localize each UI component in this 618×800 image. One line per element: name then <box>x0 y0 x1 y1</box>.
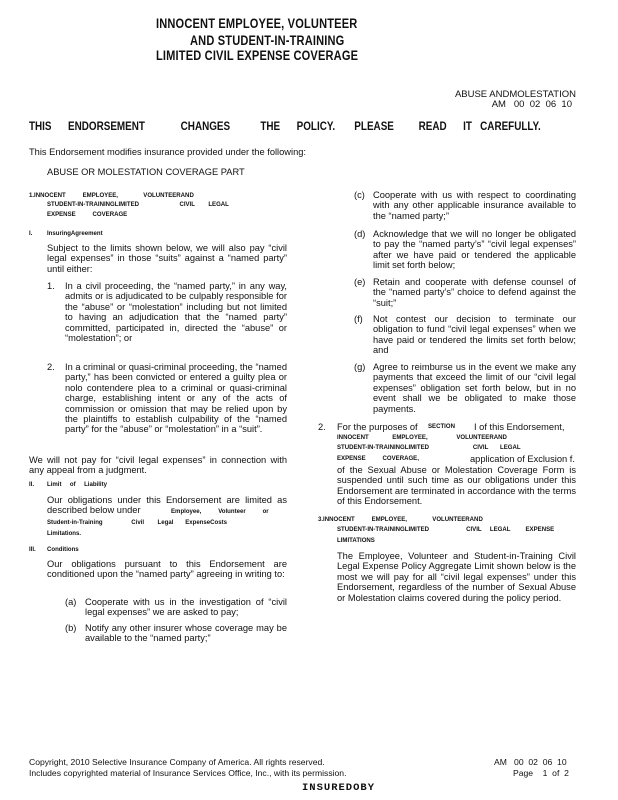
cond-g-number: (g) <box>354 362 366 372</box>
insuring-text: Subject to the limits shown below, we will also pay “civil legal expenses” in those “suits” against a “named party” until either: <box>47 243 287 274</box>
footer-page: Page 1 of 2 <box>513 768 569 778</box>
conditions-label: Conditions <box>47 546 79 553</box>
cond-f-text: Not contest our decision to terminate our obligation to fund “civil legal expenses” when we have paid or tendered the limits set forth below; and <box>373 314 576 356</box>
section2-section: SECTION <box>428 423 455 430</box>
conditions-text: Our obligations pursuant to this Endorsement are conditioned upon the “named party” agreeing in writing to: <box>47 559 287 580</box>
cond-e-text: Retain and cooperate with defense counsel of the “named party’s” choice to defend against the “suit;” <box>373 277 576 308</box>
cond-b-text: Notify any other insurer whose coverage may be available to the “named party;” <box>85 623 287 644</box>
endorsement-banner: THIS ENDORSEMENT CHANGES THE POLICY. PLEASE READ IT CAREFULLY. <box>29 121 541 133</box>
cond-b-number: (b) <box>65 623 77 633</box>
section3-small-b: STUDENT-IN-TRAININGLIMITED CIVIL LEGAL EXPENSE <box>337 526 555 533</box>
limit-text: Our obligations under this Endorsement are limited as described below under <box>47 495 287 516</box>
section2-text-c: application of Exclusion f. <box>470 454 575 464</box>
section3-small-c: LIMITATIONS <box>337 537 375 544</box>
footer-copyright: Copyright, 2010 Selective Insurance Company of America. All rights reserved. <box>29 757 325 767</box>
intro-text: This Endorsement modifies insurance provided under the following: <box>29 147 306 157</box>
limit-text-small-c: Limitations. <box>47 530 82 537</box>
title-line-3: LIMITED CIVIL EXPENSE COVERAGE <box>156 48 359 63</box>
section2-small-b: STUDENT-IN-TRAININGLIMITED CIVIL LEGAL <box>337 444 521 451</box>
item2-number: 2. <box>47 362 55 372</box>
limit-label: Limit of Liability <box>47 481 108 488</box>
section2-text-d: of the Sexual Abuse or Molestation Coverage Form is suspended until such time as our obligations under this Endorsement are terminated in accordance with the terms of this Endorsement. <box>337 465 576 507</box>
insuring-number: I. <box>29 230 33 237</box>
cond-c-text: Cooperate with us with respect to coordinating with any other applicable insurance available to the “named party;” <box>373 190 576 221</box>
cond-g-text: Agree to reimburse us in the event we make any payments that exceed the limit of our “civil legal expenses” obligation set forth below, but in no event shall we be obligated to make those payments. <box>373 362 576 414</box>
no-pay-text: We will not pay for “civil legal expenses” in connection with any appeal from a judgment. <box>29 455 287 476</box>
footer-form-number: AM 00 02 06 10 <box>494 757 567 767</box>
section2-small-a: INNOCENT EMPLOYEE, VOLUNTEERAND <box>337 434 507 441</box>
item1-text: In a civil proceeding, the “named party,” in any way, admits or is adjudicated to be culpably responsible for the “abuse” or “molestation” including but not limited to having an adjudication that the “named party” committed, participated in, directed the “abuse” or “molestation”; or <box>65 281 287 344</box>
section1-heading-a: 1.INNOCENT EMPLOYEE, VOLUNTEERAND <box>29 192 194 199</box>
section3-text: The Employee, Volunteer and Student-in-Training Civil Legal Expense Policy Aggregate Limit shown below is the most we will pay for all “civil legal expenses” under this Endorsement, regardless of the number of Sexual Abuse or Molestation claims covered during the policy period. <box>337 551 576 603</box>
cond-a-number: (a) <box>65 597 77 607</box>
insuring-label: InsuringAgreement <box>47 230 103 237</box>
cond-a-text: Cooperate with us in the investigation of “civil legal expenses” we are asked to pay; <box>85 597 287 618</box>
cond-f-number: (f) <box>354 314 363 324</box>
insuredoby-stamp: INSUREDOBY <box>302 782 376 794</box>
cond-d-number: (d) <box>354 229 366 239</box>
form-name: ABUSE ANDMOLESTATION <box>454 89 576 100</box>
cond-d-text: Acknowledge that we will no longer be obligated to pay the “named party’s” “civil legal expenses” after we have paid or tendered the applicable limit set forth below; <box>373 229 576 271</box>
coverage-part: ABUSE OR MOLESTATION COVERAGE PART <box>47 167 245 177</box>
section1-heading-b: STUDENT-IN-TRAININGLIMITED CIVIL LEGAL <box>47 201 229 208</box>
form-number: AM 00 02 06 10 <box>491 99 572 110</box>
section1-heading-c: EXPENSE COVERAGE <box>47 211 128 218</box>
cond-e-number: (e) <box>354 277 366 287</box>
conditions-number: III. <box>29 546 36 553</box>
section2-small-c: EXPENSE COVERAGE, <box>337 455 419 462</box>
item1-number: 1. <box>47 281 55 291</box>
limit-text-small-a: Employee, Volunteer or <box>171 508 269 515</box>
limit-number: II. <box>29 481 35 488</box>
section2-text-b: I of this Endorsement, <box>474 422 565 432</box>
cond-c-number: (c) <box>354 190 365 200</box>
title-line-1: INNOCENT EMPLOYEE, VOLUNTEER <box>156 16 358 31</box>
limit-text-small-b: Student-in-Training Civil Legal ExpenseCosts <box>47 519 228 526</box>
title-line-2: AND STUDENT-IN-TRAINING <box>190 33 345 48</box>
section3-small-a: 3.INNOCENT EMPLOYEE, VOLUNTEERAND <box>318 516 483 523</box>
section2-text-a: For the purposes of <box>337 422 418 432</box>
footer-includes: Includes copyrighted material of Insurance Services Office, Inc., with its permission. <box>29 768 347 778</box>
item2-text: In a criminal or quasi-criminal proceeding, the “named party,” has been convicted or entered a guilty plea or nolo contendere plea to a criminal or quasi-criminal charge, establishing intent or any of the acts of commission or omission that may be relied upon by the plaintiffs to establish culpability of the “named party” for the “abuse” or “molestation” in a “suit”. <box>65 362 287 435</box>
section2-number: 2. <box>318 422 326 432</box>
